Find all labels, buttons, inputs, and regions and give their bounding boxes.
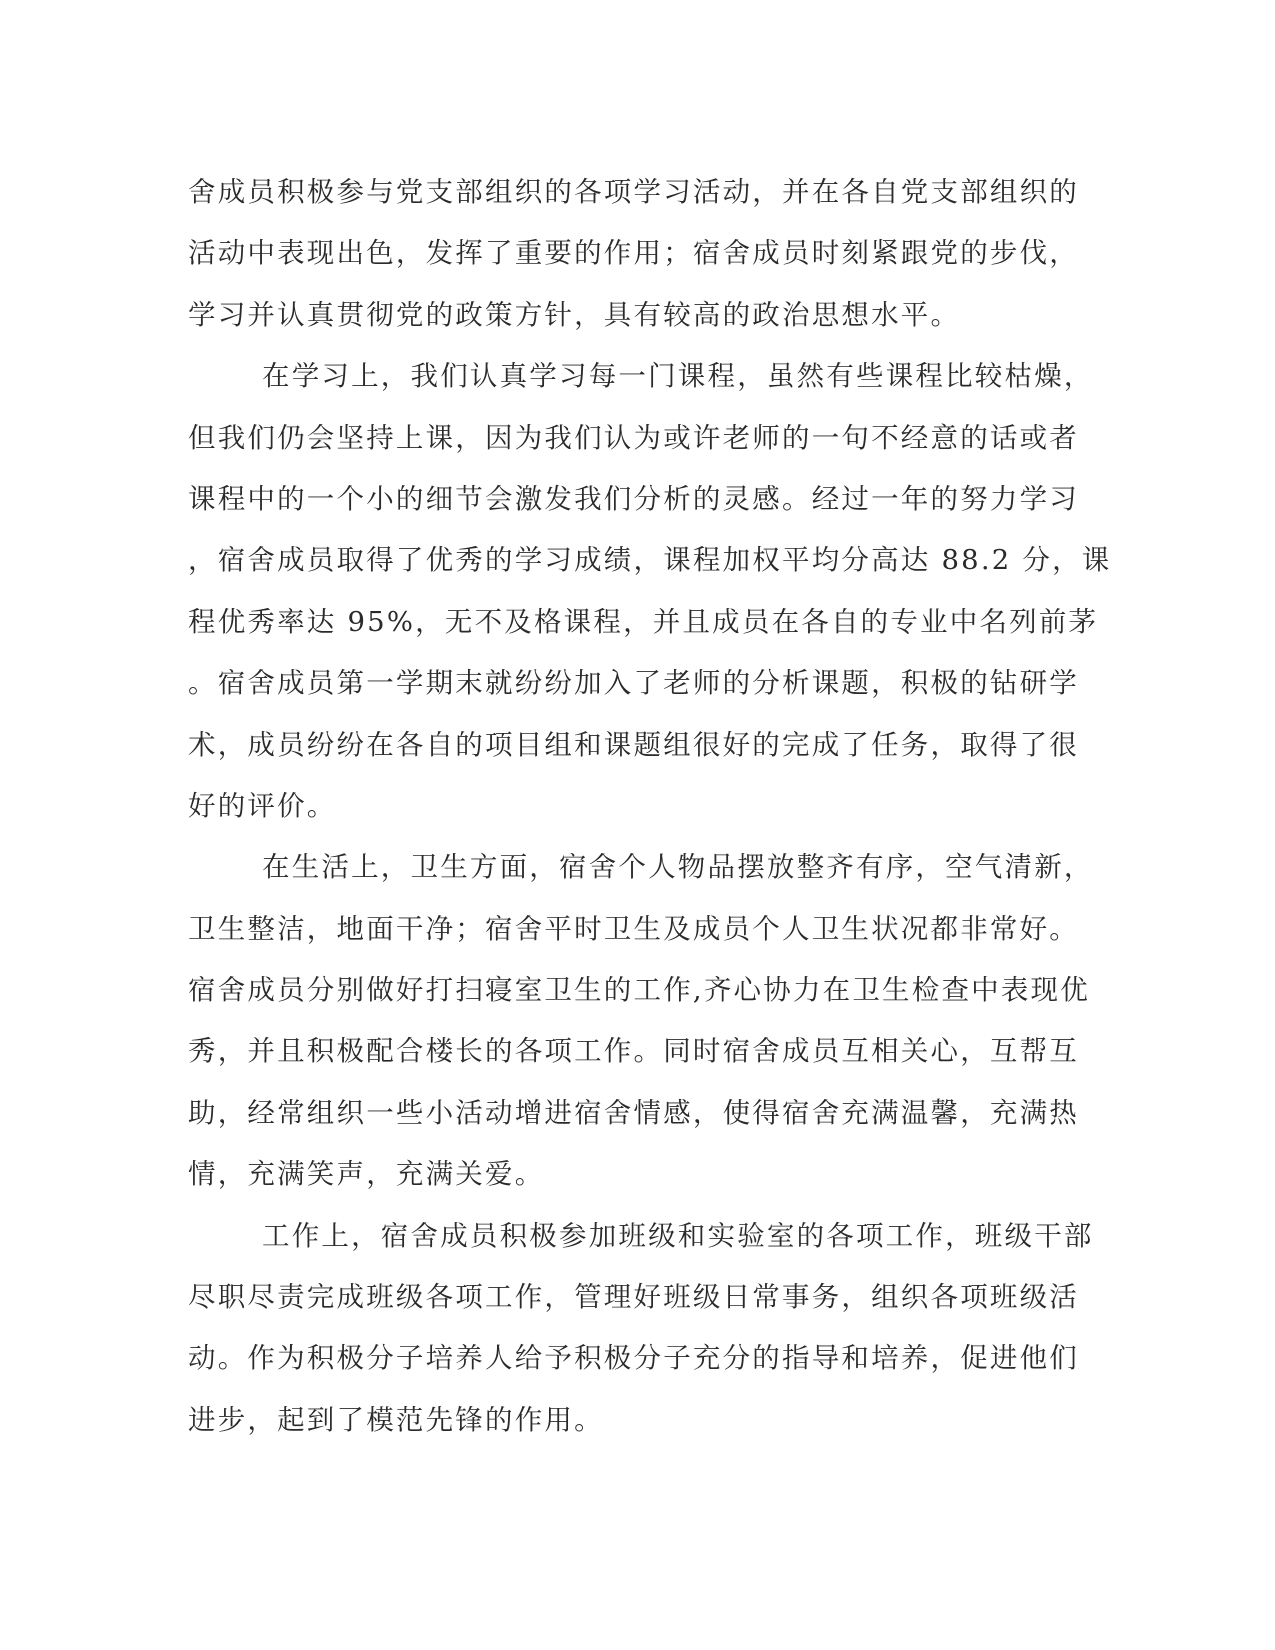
text-line: 。宿舍成员第一学期末就纷纷加入了老师的分析课题，积极的钻研学 <box>188 667 1079 700</box>
text-line: ，宿舍成员取得了优秀的学习成绩，课程加权平均分高达 88.2 分，课 <box>188 544 1112 577</box>
text-line: 舍成员积极参与党支部组织的各项学习活动，并在各自党支部组织的 <box>188 176 1079 208</box>
text-line: 尽职尽责完成班级各项工作，管理好班级日常事务，组织各项班级活 <box>188 1281 1079 1314</box>
text-line: 但我们仍会坚持上课，因为我们认为或许老师的一句不经意的话或者 <box>188 421 1079 454</box>
text-line: 进步，起到了模范先锋的作用。 <box>188 1403 604 1436</box>
text-line: 术，成员纷纷在各自的项目组和课题组很好的完成了任务，取得了很 <box>188 728 1079 761</box>
text-line: 工作上，宿舍成员积极参加班级和实验室的各项工作，班级干部 <box>262 1219 1094 1252</box>
text-line: 程优秀率达 95%，无不及格课程，并且成员在各自的专业中名列前茅 <box>188 605 1099 638</box>
text-line: 宿舍成员分别做好打扫寝室卫生的工作,齐心协力在卫生检查中表现优 <box>188 974 1090 1007</box>
text-line: 活动中表现出色，发挥了重要的作用；宿舍成员时刻紧跟党的步伐， <box>188 237 1079 270</box>
text-line: 在生活上，卫生方面，宿舍个人物品摆放整齐有序，空气清新， <box>262 851 1094 884</box>
text-line: 学习并认真贯彻党的政策方针，具有较高的政治思想水平。 <box>188 298 961 331</box>
text-line: 课程中的一个小的细节会激发我们分析的灵感。经过一年的努力学习 <box>188 482 1079 515</box>
body-text <box>188 162 1112 1451</box>
text-line: 好的评价。 <box>188 789 337 822</box>
text-line: 卫生整洁，地面干净；宿舍平时卫生及成员个人卫生状况都非常好。 <box>188 912 1079 945</box>
text-line: 助，经常组织一些小活动增进宿舍情感，使得宿舍充满温馨，充满热 <box>188 1096 1079 1129</box>
text-line: 情，充满笑声，充满关爱。 <box>188 1158 545 1191</box>
text-line: 秀，并且积极配合楼长的各项工作。同时宿舍成员互相关心，互帮互 <box>188 1035 1079 1068</box>
text-line: 在学习上，我们认真学习每一门课程，虽然有些课程比较枯燥， <box>262 360 1094 393</box>
text-line: 动。作为积极分子培养人给予积极分子充分的指导和培养，促进他们 <box>188 1342 1079 1375</box>
